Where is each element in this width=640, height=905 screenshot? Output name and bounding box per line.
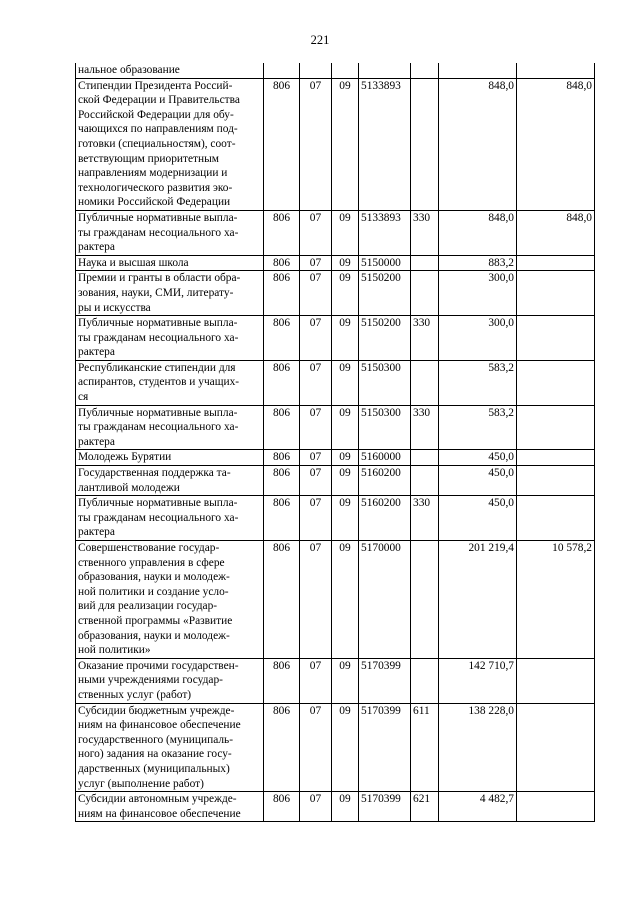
subsection-code-cell: 09: [332, 271, 359, 316]
amount-federal-cell: 848,0: [517, 78, 595, 210]
table-row: [76, 360, 595, 405]
target-article-code-cell: 5133893: [359, 210, 411, 255]
amount-cell: 142 710,7: [439, 658, 517, 703]
section-code-cell: 07: [300, 271, 332, 316]
section-code-cell: 07: [300, 316, 332, 361]
expense-type-code-cell: [411, 63, 439, 78]
amount-cell: 201 219,4: [439, 541, 517, 659]
target-article-code-cell: 5160200: [359, 466, 411, 496]
expense-type-code-cell: 330: [411, 210, 439, 255]
section-code-cell: 07: [300, 450, 332, 466]
amount-cell: 300,0: [439, 316, 517, 361]
amount-federal-cell: 848,0: [517, 210, 595, 255]
ministry-code-cell: 806: [264, 360, 300, 405]
ministry-code-cell: [264, 63, 300, 78]
target-article-code-cell: 5160200: [359, 496, 411, 541]
ministry-code-cell: 806: [264, 271, 300, 316]
section-code-cell: 07: [300, 658, 332, 703]
section-code-cell: 07: [300, 792, 332, 822]
target-article-code-cell: 5170399: [359, 658, 411, 703]
target-article-code-cell: [359, 63, 411, 78]
target-article-code-cell: 5170399: [359, 792, 411, 822]
budget-table: [75, 63, 595, 822]
target-article-code-cell: 5133893: [359, 78, 411, 210]
expense-type-code-cell: 330: [411, 496, 439, 541]
table-row: [76, 405, 595, 450]
section-code-cell: 07: [300, 405, 332, 450]
table-row: [76, 496, 595, 541]
amount-cell: 848,0: [439, 78, 517, 210]
expense-type-code-cell: 611: [411, 703, 439, 792]
amount-cell: 138 228,0: [439, 703, 517, 792]
row-name-cell: Стипендии Президента Россий- ской Федерации и Правительства Российской Федерации для обу- чающихся по направлениям под- готовки (специальностям), соот- ветствующим приоритетным направлениям модернизации и технологического развития эко- номики Российской Федерации: [76, 78, 264, 210]
ministry-code-cell: 806: [264, 792, 300, 822]
table-row: [76, 210, 595, 255]
section-code-cell: 07: [300, 496, 332, 541]
amount-federal-cell: [517, 450, 595, 466]
subsection-code-cell: 09: [332, 658, 359, 703]
table-row: [76, 792, 595, 822]
ministry-code-cell: 806: [264, 496, 300, 541]
amount-cell: 848,0: [439, 210, 517, 255]
amount-cell: 450,0: [439, 466, 517, 496]
amount-cell: 583,2: [439, 405, 517, 450]
table-row: [76, 658, 595, 703]
section-code-cell: 07: [300, 703, 332, 792]
row-name-cell: Публичные нормативные выпла- ты гражданам несоциального ха- рактера: [76, 210, 264, 255]
section-code-cell: 07: [300, 78, 332, 210]
amount-cell: 883,2: [439, 255, 517, 271]
table-row: [76, 63, 595, 78]
target-article-code-cell: 5170000: [359, 541, 411, 659]
target-article-code-cell: 5170399: [359, 703, 411, 792]
row-name-cell: Субсидии автономным учрежде- ниям на финансовое обеспечение: [76, 792, 264, 822]
section-code-cell: 07: [300, 466, 332, 496]
expense-type-code-cell: [411, 541, 439, 659]
section-code-cell: 07: [300, 210, 332, 255]
amount-federal-cell: [517, 316, 595, 361]
ministry-code-cell: 806: [264, 450, 300, 466]
subsection-code-cell: 09: [332, 541, 359, 659]
subsection-code-cell: 09: [332, 792, 359, 822]
ministry-code-cell: 806: [264, 405, 300, 450]
target-article-code-cell: 5150300: [359, 360, 411, 405]
ministry-code-cell: 806: [264, 466, 300, 496]
subsection-code-cell: 09: [332, 466, 359, 496]
subsection-code-cell: 09: [332, 405, 359, 450]
table-row: [76, 703, 595, 792]
expense-type-code-cell: 330: [411, 316, 439, 361]
amount-federal-cell: [517, 255, 595, 271]
table-row: [76, 271, 595, 316]
target-article-code-cell: 5150300: [359, 405, 411, 450]
ministry-code-cell: 806: [264, 541, 300, 659]
row-name-cell: Государственная поддержка та- лантливой молодежи: [76, 466, 264, 496]
amount-federal-cell: [517, 496, 595, 541]
amount-federal-cell: [517, 405, 595, 450]
row-name-cell: Субсидии бюджетным учрежде- ниям на финансовое обеспечение государственного (муниципаль- ного) задания на оказание госу- дарственных (муниципальных) услуг (выполнение работ): [76, 703, 264, 792]
row-name-cell: Республиканские стипендии для аспирантов, студентов и учащих- ся: [76, 360, 264, 405]
row-name-cell: Совершенствование государ- ственного управления в сфере образования, науки и молодеж- ной политики и создание усло- вий для реализации государ- ственной программы «Развитие образования, науки и молодеж- ной политики»: [76, 541, 264, 659]
subsection-code-cell: 09: [332, 78, 359, 210]
amount-cell: [439, 63, 517, 78]
subsection-code-cell: [332, 63, 359, 78]
subsection-code-cell: 09: [332, 360, 359, 405]
subsection-code-cell: 09: [332, 703, 359, 792]
target-article-code-cell: 5160000: [359, 450, 411, 466]
amount-cell: 300,0: [439, 271, 517, 316]
row-name-cell: Публичные нормативные выпла- ты гражданам несоциального ха- рактера: [76, 316, 264, 361]
amount-federal-cell: [517, 792, 595, 822]
expense-type-code-cell: 330: [411, 405, 439, 450]
ministry-code-cell: 806: [264, 703, 300, 792]
amount-federal-cell: [517, 703, 595, 792]
amount-cell: 583,2: [439, 360, 517, 405]
table-body: [76, 63, 595, 822]
row-name-cell: Премии и гранты в области обра- зования, науки, СМИ, литерату- ры и искусства: [76, 271, 264, 316]
amount-federal-cell: [517, 271, 595, 316]
row-name-cell: Оказание прочими государствен- ными учреждениями государ- ственных услуг (работ): [76, 658, 264, 703]
expense-type-code-cell: [411, 255, 439, 271]
table-row: [76, 255, 595, 271]
ministry-code-cell: 806: [264, 210, 300, 255]
expense-type-code-cell: [411, 466, 439, 496]
amount-federal-cell: [517, 466, 595, 496]
amount-federal-cell: [517, 360, 595, 405]
table-row: [76, 78, 595, 210]
row-name-cell: Молодежь Бурятии: [76, 450, 264, 466]
section-code-cell: 07: [300, 255, 332, 271]
ministry-code-cell: 806: [264, 658, 300, 703]
subsection-code-cell: 09: [332, 496, 359, 541]
page-number: 221: [310, 33, 330, 47]
section-code-cell: 07: [300, 541, 332, 659]
ministry-code-cell: 806: [264, 316, 300, 361]
table-row: [76, 316, 595, 361]
amount-cell: 4 482,7: [439, 792, 517, 822]
target-article-code-cell: 5150000: [359, 255, 411, 271]
section-code-cell: 07: [300, 360, 332, 405]
subsection-code-cell: 09: [332, 316, 359, 361]
row-name-cell: нальное образование: [76, 63, 264, 78]
expense-type-code-cell: [411, 360, 439, 405]
target-article-code-cell: 5150200: [359, 316, 411, 361]
subsection-code-cell: 09: [332, 450, 359, 466]
ministry-code-cell: 806: [264, 255, 300, 271]
expense-type-code-cell: [411, 78, 439, 210]
section-code-cell: [300, 63, 332, 78]
row-name-cell: Публичные нормативные выпла- ты гражданам несоциального ха- рактера: [76, 496, 264, 541]
amount-cell: 450,0: [439, 450, 517, 466]
table-row: [76, 450, 595, 466]
row-name-cell: Публичные нормативные выпла- ты гражданам несоциального ха- рактера: [76, 405, 264, 450]
expense-type-code-cell: 621: [411, 792, 439, 822]
amount-federal-cell: 10 578,2: [517, 541, 595, 659]
ministry-code-cell: 806: [264, 78, 300, 210]
subsection-code-cell: 09: [332, 255, 359, 271]
amount-federal-cell: [517, 658, 595, 703]
table-row: [76, 541, 595, 659]
expense-type-code-cell: [411, 658, 439, 703]
table-row: [76, 466, 595, 496]
expense-type-code-cell: [411, 450, 439, 466]
target-article-code-cell: 5150200: [359, 271, 411, 316]
amount-federal-cell: [517, 63, 595, 78]
row-name-cell: Наука и высшая школа: [76, 255, 264, 271]
amount-cell: 450,0: [439, 496, 517, 541]
subsection-code-cell: 09: [332, 210, 359, 255]
expense-type-code-cell: [411, 271, 439, 316]
